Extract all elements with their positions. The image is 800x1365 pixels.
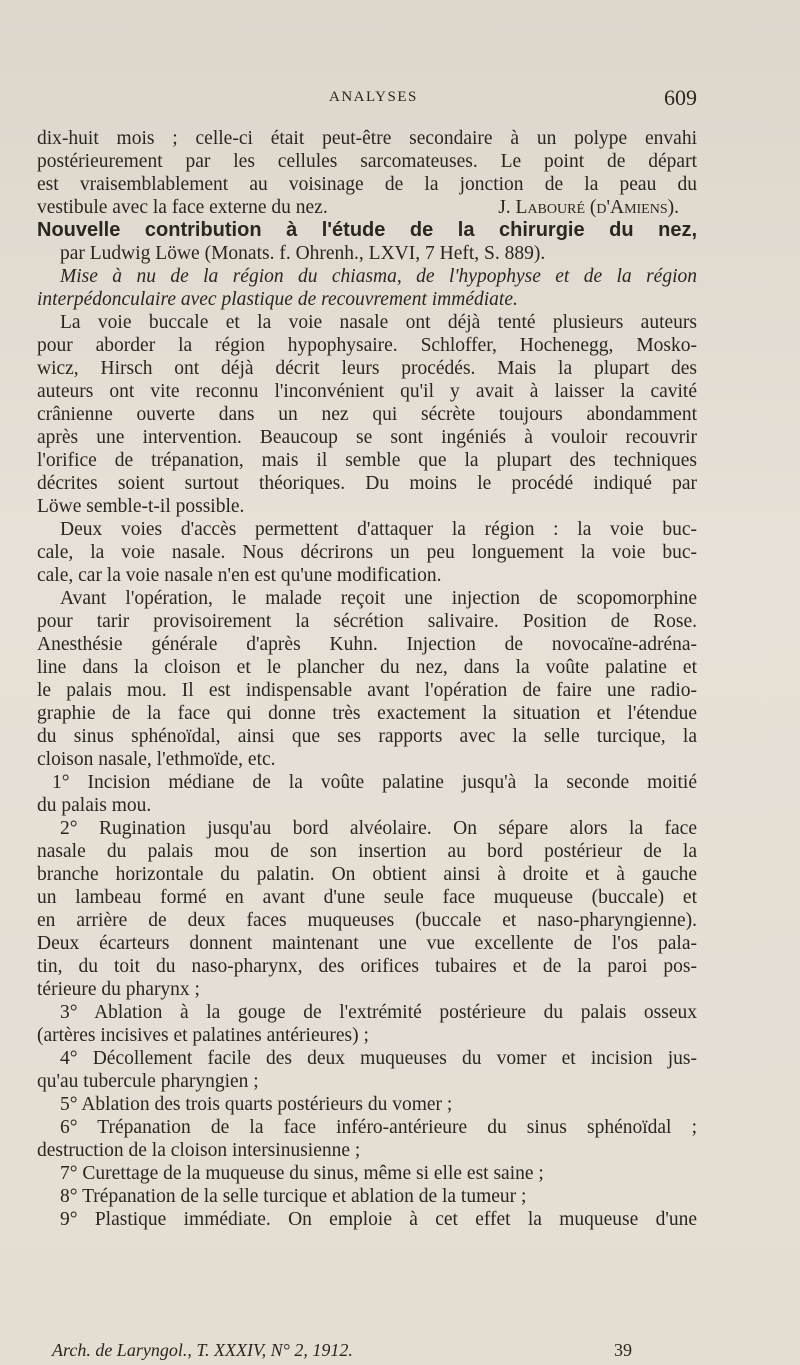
numbered-step: 9° Plastique immédiate. On emploie à cet effet la muqueuse d'une: [60, 1209, 697, 1230]
signature-mark: 39: [614, 1340, 632, 1360]
page-number: 609: [664, 85, 697, 110]
text-line: Anesthésie générale d'après Kuhn. Injection de novocaïne-adréna-: [37, 634, 697, 655]
text-line: Avant l'opération, le malade reçoit une injection de scopomorphine: [60, 588, 697, 609]
text-line: destruction de la cloison intersinusienne ;: [37, 1140, 361, 1161]
numbered-step: 7° Curettage de la muqueuse du sinus, même si elle est saine ;: [60, 1163, 544, 1184]
text-line: est vraisemblablement au voisinage de la jonction de la peau du: [37, 174, 697, 195]
numbered-step: 2° Rugination jusqu'au bord alvéolaire. On sépare alors la face: [60, 818, 697, 839]
text-line: branche horizontale du palatin. On obtient ainsi à droite et à gauche: [37, 864, 697, 885]
text-line: La voie buccale et la voie nasale ont déjà tenté plusieurs auteurs: [60, 312, 697, 333]
text-line: cloison nasale, l'ethmoïde, etc.: [37, 749, 276, 770]
journal-reference: Arch. de Laryngol., T. XXXIV, N° 2, 1912.: [52, 1340, 353, 1360]
text-line: l'orifice de trépanation, mais il semble que la plupart des techniques: [37, 450, 697, 471]
text-line: wicz, Hirsch ont déjà décrit leurs procédés. Mais la plupart des: [37, 358, 697, 379]
text-line: Deux voies d'accès permettent d'attaquer la région : la voie buc-: [60, 519, 697, 540]
numbered-step: 5° Ablation des trois quarts postérieurs du vomer ;: [60, 1094, 453, 1115]
text-line: tin, du toit du naso-pharynx, des orifices tubaires et de la paroi pos-: [37, 956, 697, 977]
text-line: en arrière de deux faces muqueuses (buccale et naso-pharyngienne).: [37, 910, 697, 931]
text-line: décrites soient surtout théoriques. Du moins le procédé indiqué par: [37, 473, 697, 494]
text-line: un lambeau formé en avant d'une seule face muqueuse (buccale) et: [37, 887, 697, 908]
text-line: pour aborder la région hypophysaire. Schloffer, Hochenegg, Mosko-: [37, 335, 697, 356]
numbered-step: 6° Trépanation de la face inféro-antérieure du sinus sphénoïdal ;: [60, 1117, 697, 1138]
text-line: line dans la cloison et le plancher du nez, dans la voûte palatine et: [37, 657, 697, 678]
article-citation: par Ludwig Löwe (Monats. f. Ohrenh., LXVI, 7 Heft, S. 889).: [60, 243, 546, 264]
text-line: Deux écarteurs donnent maintenant une vue excellente de l'os pala-: [37, 933, 697, 954]
numbered-step: 3° Ablation à la gouge de l'extrémité postérieure du palais osseux: [60, 1002, 697, 1023]
text-line: postérieurement par les cellules sarcomateuses. Le point de départ: [37, 151, 697, 172]
text-line: térieure du pharynx ;: [37, 979, 200, 1000]
text-line: vestibule avec la face externe du nez.: [37, 197, 328, 218]
text-line: crânienne ouverte dans un nez qui sécrète toujours abondamment: [37, 404, 697, 425]
numbered-step: 1° Incision médiane de la voûte palatine jusqu'à la seconde moitié: [52, 772, 697, 793]
text-line: (artères incisives et palatines antérieures) ;: [37, 1025, 369, 1046]
text-line: après une intervention. Beaucoup se sont ingéniés à vouloir recouvrir: [37, 427, 697, 448]
text-line: auteurs ont vite reconnu l'inconvénient qu'il y avait à laisser la cavité: [37, 381, 697, 402]
text-line: cale, la voie nasale. Nous décrirons un peu longuement la voie buc-: [37, 542, 697, 563]
text-line: nasale du palais mou de son insertion au bord postérieur de la: [37, 841, 697, 862]
numbered-step: 8° Trépanation de la selle turcique et ablation de la tumeur ;: [60, 1186, 527, 1207]
author-signature: J. Labouré (d'Amiens).: [498, 197, 679, 218]
text-line: cale, car la voie nasale n'en est qu'une modification.: [37, 565, 442, 586]
text-line: du sinus sphénoïdal, ainsi que ses rapports avec la selle turcique, la: [37, 726, 697, 747]
running-title: ANALYSES: [329, 89, 418, 105]
page-footer: [52, 1339, 632, 1361]
text-line: du palais mou.: [37, 795, 152, 816]
text-line: dix-huit mois ; celle-ci était peut-être secondaire à un polype envahi: [37, 128, 697, 149]
text-line-with-signature: [37, 196, 697, 219]
text-line: graphie de la face qui donne très exactement la situation et l'étendue: [37, 703, 697, 724]
running-head: [37, 85, 697, 113]
article-subtitle: Mise à nu de la région du chiasma, de l'hypophyse et de la région: [60, 266, 697, 287]
article-heading: Nouvelle contribution à l'étude de la chirurgie du nez,: [37, 219, 697, 241]
text-line: le palais mou. Il est indispensable avant l'opération de faire une radio-: [37, 680, 697, 701]
article-subtitle: interpédonculaire avec plastique de recouvrement immédiate.: [37, 289, 518, 310]
body-text: [37, 127, 697, 1231]
text-line: pour tarir provisoirement la sécrétion salivaire. Position de Rose.: [37, 611, 697, 632]
text-line: qu'au tubercule pharyngien ;: [37, 1071, 259, 1092]
text-line: Löwe semble-t-il possible.: [37, 496, 245, 517]
numbered-step: 4° Décollement facile des deux muqueuses du vomer et incision jus-: [60, 1048, 697, 1069]
